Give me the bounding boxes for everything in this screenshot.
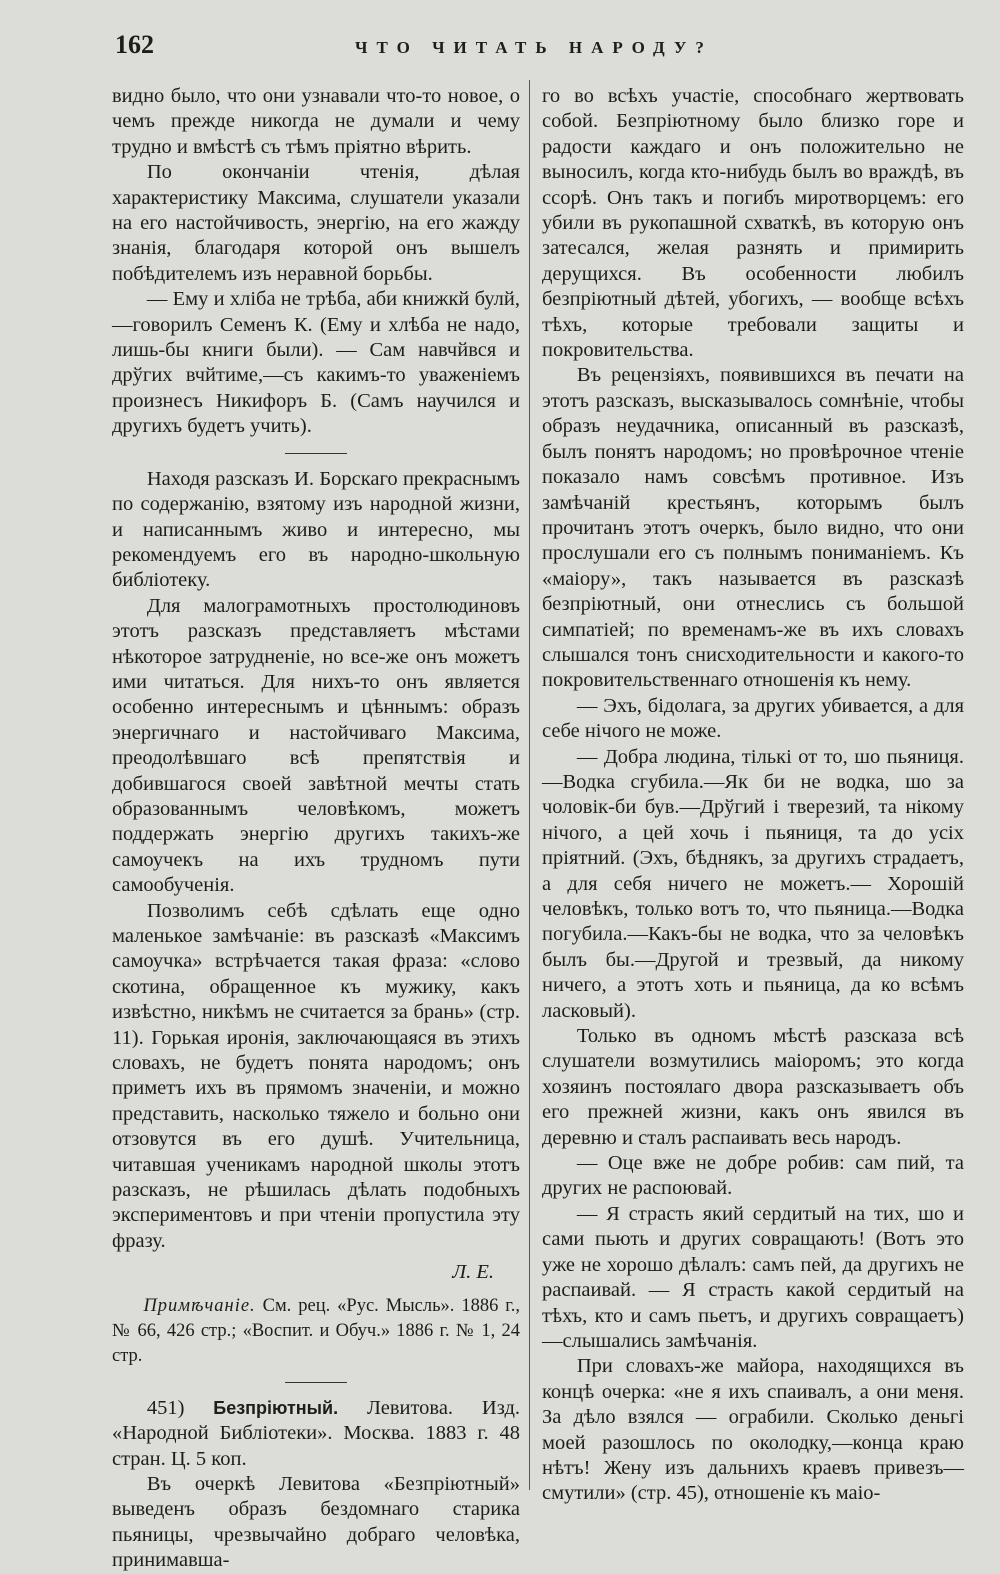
paragraph: видно было, что они узнавали что-то новое, о чемъ прежде никогда не думали и чему трудно и вмѣстѣ съ тѣмъ пріятно вѣрить.: [112, 85, 520, 158]
paragraph: По окончаніи чтенія, дѣлая характеристику Максима, слушатели указали на его настойчивость, энергію, на его жажду знанія, благодаря которой онъ вышелъ побѣдителемъ изъ неравной борьбы.: [112, 161, 520, 285]
entry-details: Левитова. Изд. «Народной Библіотеки». Москва. 1883 г. 48 стран. Ц. 5 коп.: [112, 1396, 520, 1470]
left-column: [112, 84, 520, 1574]
right-column: [542, 84, 964, 1507]
paragraph: Для малограмотныхъ простолюдиновъ этотъ разсказъ представляетъ мѣстами нѣкоторое затрудненіе, но все-же онъ можетъ ими читаться. Для нихъ-то онъ является особенно интереснымъ и цѣннымъ: образъ энергичнаго и настойчиваго Максима, преодолѣвшаго всѣ препятствія и добившагося своей завѣтной мечты стать образованнымъ человѣкомъ, можетъ поддержать энергію другихъ такихъ-же самоучекъ на ихъ трудномъ пути самообученія.: [112, 594, 520, 897]
paragraph: — Ему и хлiба не трѣба, аби книжкй булй,—говорилъ Семенъ К. (Ему и хлѣба не надо, лишь-бы книги были). — Сам навчйвся и дрўгих вчйтиме,—съ какимъ-то уваженіемъ произнесъ Никифоръ Б. (Самъ научился и другихъ будетъ учить).: [112, 288, 520, 438]
author-signature: Л. Е.: [452, 1261, 494, 1284]
entry-title: Безпріютный.: [213, 1397, 339, 1418]
quote: — Эхъ, бідолага, за других убивается, а для себе нічого не може.: [542, 694, 964, 743]
quote: — Я страсть який сердитый на тих, шо и сами пьють и других совращають! (Вотъ это уже не хорошо дѣлалъ: самъ пей, да другихъ не распаивай. — Я страсть какой сердитый на тѣхъ, кто и самъ пьетъ, и другихъ совращаетъ)—слышались замѣчанія.: [542, 1202, 964, 1352]
footnote-label: Примѣчаніе.: [143, 1295, 256, 1316]
column-divider-line: [529, 80, 530, 1490]
page-number: 162: [115, 30, 154, 59]
paragraph: Только въ одномъ мѣстѣ разсказа всѣ слушатели возмутились маіоромъ; это когда хозяинъ постоялаго двора разсказываетъ объ его прежней жизни, какъ онъ явился въ деревню и сталъ распаивать весь народъ.: [542, 1025, 964, 1149]
paragraph: го во всѣхъ участіе, способнаго жертвовать собой. Безпріютному было близко горе и радости каждаго и онъ положительно не выносилъ, когда кто-нибудь былъ во враждѣ, въ ссорѣ. Онъ такъ и погибъ миротворцемъ: его убили въ рукопашной схваткѣ, въ которую онъ затесался, желая разнять и примирить дерущихся. Въ особенности любилъ безпріютный дѣтей, убогихъ, — вообще всѣхъ тѣхъ, которые требовали защиты и покровительства.: [542, 85, 964, 362]
paragraph: Въ рецензіяхъ, появившихся въ печати на этотъ разсказъ, высказывалось сомнѣніе, чтобы образъ неудачника, описанный въ разсказѣ, былъ понятъ народомъ; но провѣрочное чтеніе показало намъ совсѣмъ противное. Изъ замѣчаній крестьянъ, которымъ былъ прочитанъ этотъ очеркъ, было видно, что они прослушали его съ полнымъ пониманіемъ. Къ «маіору», такъ называется въ разсказѣ безпріютный, они отнеслись съ большой симпатіей; по временамъ-же въ ихъ словахъ слышался тонъ снисходительности и какого-то покровительственнаго отношенія къ нему.: [542, 364, 964, 692]
section-divider: [285, 453, 347, 454]
paragraph: Въ очеркѣ Левитова «Безпріютный» выведенъ образъ бездомнаго старика пьяницы, чрезвычайно добраго человѣка, принимавша-: [112, 1472, 520, 1572]
entry-number: 451): [146, 1396, 185, 1419]
section-divider: [285, 1382, 347, 1383]
paragraph: Позволимъ себѣ сдѣлать еще одно маленькое замѣчаніе: въ разсказѣ «Максимъ самоучка» встрѣчается такая фраза: «слово скотина, обращенное къ мужику, какъ извѣстно, никѣмъ не считается за брань» (стр. 11). Горькая иронія, заключающаяся въ этихъ словахъ, не будетъ понята народомъ; онъ приметъ ихъ въ прямомъ значеніи, и можно представить, насколько тяжело и больно они отзовутся въ его душѣ. Учительница, читавшая ученикамъ народной школы этотъ разсказъ, не рѣшилась дѣлать подобныхъ экспериментовъ и при чтеніи пропустила эту фразу.: [112, 899, 520, 1252]
running-title: ЧТО ЧИТАТЬ НАРОДУ?: [355, 38, 713, 57]
quote: — Оце вже не добре робив: сам пий, та других не распоювай.: [542, 1152, 964, 1200]
quote: — Добра людина, тількі от то, шо пьяниця.—Водка сгубила.—Як би не водка, шо за чоловік-би був.—Дрўгий і тверезий, та нікому нічого, а цей хочь і пьяниця, та до усіх прiятний. (Эхъ, бѣднякъ, за другихъ страдаетъ, а для себя ничего не можетъ.— Хорошій человѣкъ, только вотъ то, что пьяница.—Водка погубила.—Какъ-бы не водка, что за человѣкъ былъ бы.—Другой и трезвый, да никому ничего, а этотъ хоть и пьяница, да ко всѣмъ ласковый).: [542, 745, 964, 1022]
paragraph: Находя разсказъ И. Борскаго прекраснымъ по содержанію, взятому изъ народной жизни, и написаннымъ живо и интересно, мы рекомендуемъ его въ народно-школьную библіотеку.: [112, 467, 520, 592]
page-header: [115, 30, 935, 70]
footnote: [112, 1294, 520, 1369]
footnote-text: См. рец. «Рус. Мысль». 1886 г., № 66, 426 стр.; «Воспит. и Обуч.» 1886 г. № 1, 24 стр.: [112, 1295, 521, 1366]
paragraph: При словахъ-же майора, находящихся въ концѣ очерка: «не я ихъ спаивалъ, а они меня. За дѣло взялся — ограбили. Сколько деньгі моей разошлось по околодку,—конца краю нѣтъ! Жену изъ дальнихъ краевъ привезъ—смутили» (стр. 45), отношеніе къ маіо-: [542, 1355, 964, 1505]
catalog-entry: [112, 1396, 520, 1472]
